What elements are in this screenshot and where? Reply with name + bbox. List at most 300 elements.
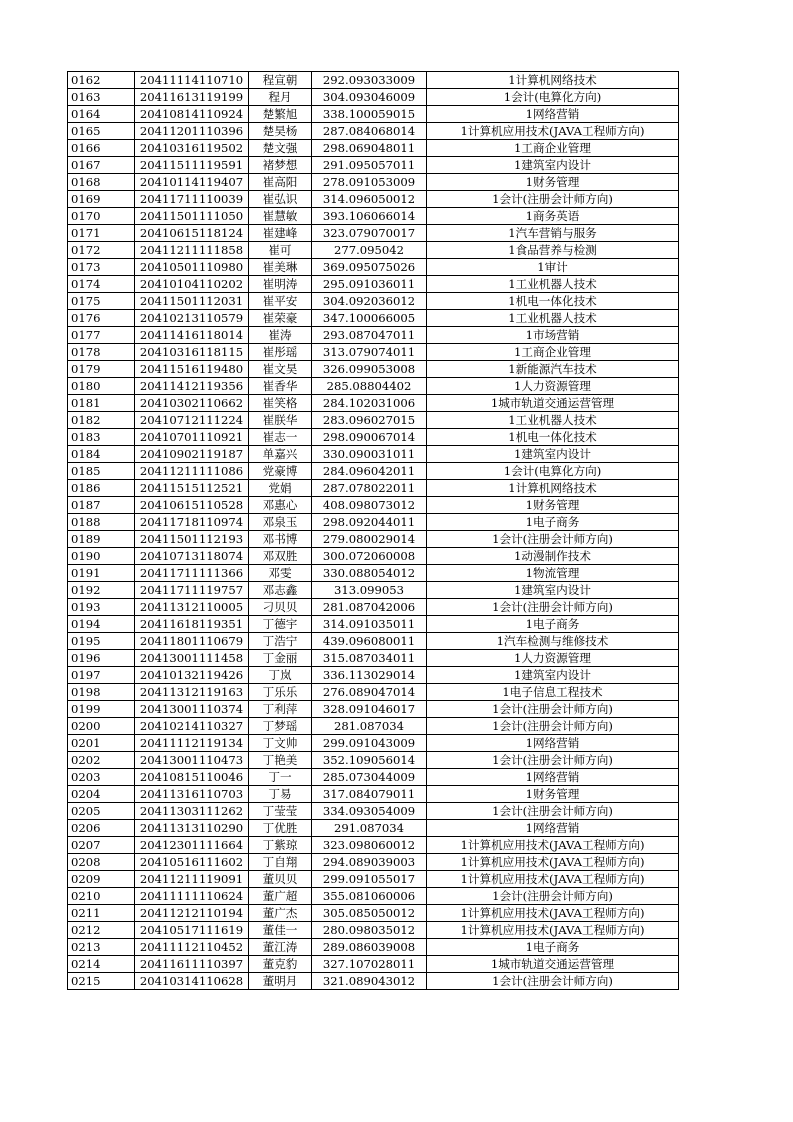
candidate-id-cell: 20411611110397: [135, 956, 249, 973]
score-cell: 280.098035012: [312, 922, 427, 939]
name-cell: 董广超: [249, 888, 312, 905]
name-cell: 党豪博: [249, 463, 312, 480]
name-cell: 崔志一: [249, 429, 312, 446]
table-row: [68, 395, 679, 412]
candidate-id-cell: 20410814110924: [135, 106, 249, 123]
candidate-id-cell: 20411711110039: [135, 191, 249, 208]
candidate-id-cell: 20411316110703: [135, 786, 249, 803]
name-cell: 丁岚: [249, 667, 312, 684]
major-cell: 1建筑室内设计: [427, 667, 679, 684]
table-row: [68, 735, 679, 752]
serial-number-cell: 0209: [68, 871, 135, 888]
serial-number-cell: 0210: [68, 888, 135, 905]
serial-number-cell: 0211: [68, 905, 135, 922]
table-row: [68, 582, 679, 599]
score-cell: 299.091055017: [312, 871, 427, 888]
serial-number-cell: 0183: [68, 429, 135, 446]
serial-number-cell: 0201: [68, 735, 135, 752]
score-cell: 304.093046009: [312, 89, 427, 106]
score-cell: 439.096080011: [312, 633, 427, 650]
score-cell: 285.073044009: [312, 769, 427, 786]
score-cell: 352.109056014: [312, 752, 427, 769]
major-cell: 1会计(注册会计师方向): [427, 599, 679, 616]
table-row: [68, 327, 679, 344]
major-cell: 1网络营销: [427, 769, 679, 786]
serial-number-cell: 0185: [68, 463, 135, 480]
score-cell: 314.096050012: [312, 191, 427, 208]
table-row: [68, 140, 679, 157]
score-cell: 299.091043009: [312, 735, 427, 752]
major-cell: 1计算机应用技术(JAVA工程师方向): [427, 123, 679, 140]
candidate-id-cell: 20411501112193: [135, 531, 249, 548]
score-cell: 278.091053009: [312, 174, 427, 191]
candidate-id-cell: 20411618119351: [135, 616, 249, 633]
name-cell: 邓志鑫: [249, 582, 312, 599]
table-row: [68, 174, 679, 191]
score-cell: 323.098060012: [312, 837, 427, 854]
serial-number-cell: 0163: [68, 89, 135, 106]
major-cell: 1电子信息工程技术: [427, 684, 679, 701]
serial-number-cell: 0180: [68, 378, 135, 395]
serial-number-cell: 0164: [68, 106, 135, 123]
name-cell: 董明月: [249, 973, 312, 990]
table-row: [68, 463, 679, 480]
score-cell: 317.084079011: [312, 786, 427, 803]
score-cell: 292.093033009: [312, 72, 427, 89]
score-cell: 281.087034: [312, 718, 427, 735]
table-row: [68, 752, 679, 769]
candidate-id-cell: 20411718110974: [135, 514, 249, 531]
name-cell: 崔彤瑶: [249, 344, 312, 361]
serial-number-cell: 0207: [68, 837, 135, 854]
name-cell: 邓双胜: [249, 548, 312, 565]
name-cell: 崔明涛: [249, 276, 312, 293]
score-cell: 276.089047014: [312, 684, 427, 701]
score-cell: 336.113029014: [312, 667, 427, 684]
score-cell: 287.084068014: [312, 123, 427, 140]
score-cell: 284.102031006: [312, 395, 427, 412]
name-cell: 崔文昊: [249, 361, 312, 378]
candidate-id-cell: 20411711111366: [135, 565, 249, 582]
candidate-id-cell: 20410214110327: [135, 718, 249, 735]
name-cell: 丁梦瑶: [249, 718, 312, 735]
name-cell: 丁文帅: [249, 735, 312, 752]
name-cell: 崔荣豪: [249, 310, 312, 327]
table-row: [68, 531, 679, 548]
candidate-id-cell: 20411312119163: [135, 684, 249, 701]
name-cell: 董克豹: [249, 956, 312, 973]
name-cell: 丁一: [249, 769, 312, 786]
table-row: [68, 548, 679, 565]
score-cell: 347.100066005: [312, 310, 427, 327]
candidate-id-cell: 20410615118124: [135, 225, 249, 242]
major-cell: 1汽车检测与维修技术: [427, 633, 679, 650]
major-cell: 1会计(注册会计师方向): [427, 803, 679, 820]
score-cell: 295.091036011: [312, 276, 427, 293]
major-cell: 1机电一体化技术: [427, 293, 679, 310]
serial-number-cell: 0194: [68, 616, 135, 633]
name-cell: 丁浩宁: [249, 633, 312, 650]
table-row: [68, 191, 679, 208]
major-cell: 1计算机应用技术(JAVA工程师方向): [427, 837, 679, 854]
candidate-id-cell: 20413001110473: [135, 752, 249, 769]
table-row: [68, 429, 679, 446]
table-row: [68, 225, 679, 242]
score-cell: 291.087034: [312, 820, 427, 837]
name-cell: 楚文强: [249, 140, 312, 157]
table-row: [68, 565, 679, 582]
name-cell: 丁金丽: [249, 650, 312, 667]
candidate-id-cell: 20411112119134: [135, 735, 249, 752]
serial-number-cell: 0189: [68, 531, 135, 548]
serial-number-cell: 0193: [68, 599, 135, 616]
candidate-id-cell: 20410713118074: [135, 548, 249, 565]
score-cell: 304.092036012: [312, 293, 427, 310]
name-cell: 崔美琳: [249, 259, 312, 276]
serial-number-cell: 0205: [68, 803, 135, 820]
major-cell: 1工业机器人技术: [427, 310, 679, 327]
score-cell: 321.089043012: [312, 973, 427, 990]
candidate-id-cell: 20411303111262: [135, 803, 249, 820]
name-cell: 崔香华: [249, 378, 312, 395]
major-cell: 1会计(注册会计师方向): [427, 191, 679, 208]
serial-number-cell: 0171: [68, 225, 135, 242]
score-cell: 287.078022011: [312, 480, 427, 497]
name-cell: 董江涛: [249, 939, 312, 956]
name-cell: 党娟: [249, 480, 312, 497]
serial-number-cell: 0174: [68, 276, 135, 293]
candidate-id-cell: 20410302110662: [135, 395, 249, 412]
serial-number-cell: 0203: [68, 769, 135, 786]
name-cell: 程月: [249, 89, 312, 106]
candidate-id-cell: 20410132119426: [135, 667, 249, 684]
serial-number-cell: 0172: [68, 242, 135, 259]
serial-number-cell: 0175: [68, 293, 135, 310]
major-cell: 1会计(电算化方向): [427, 89, 679, 106]
candidate-id-cell: 20412301111664: [135, 837, 249, 854]
major-cell: 1财务管理: [427, 786, 679, 803]
name-cell: 丁优胜: [249, 820, 312, 837]
candidate-id-cell: 20411613119199: [135, 89, 249, 106]
name-cell: 崔笑格: [249, 395, 312, 412]
serial-number-cell: 0168: [68, 174, 135, 191]
score-cell: 314.091035011: [312, 616, 427, 633]
table-row: [68, 905, 679, 922]
candidate-id-cell: 20411211119091: [135, 871, 249, 888]
name-cell: 丁紫琼: [249, 837, 312, 854]
score-cell: 298.090067014: [312, 429, 427, 446]
table-row: [68, 854, 679, 871]
score-cell: 293.087047011: [312, 327, 427, 344]
candidate-id-cell: 20411211111086: [135, 463, 249, 480]
candidate-id-cell: 20411114110710: [135, 72, 249, 89]
score-cell: 298.069048011: [312, 140, 427, 157]
serial-number-cell: 0200: [68, 718, 135, 735]
table-row: [68, 820, 679, 837]
serial-number-cell: 0188: [68, 514, 135, 531]
major-cell: 1网络营销: [427, 820, 679, 837]
name-cell: 邓书博: [249, 531, 312, 548]
score-cell: 298.092044011: [312, 514, 427, 531]
serial-number-cell: 0176: [68, 310, 135, 327]
score-cell: 338.100059015: [312, 106, 427, 123]
name-cell: 褚梦想: [249, 157, 312, 174]
major-cell: 1电子商务: [427, 939, 679, 956]
name-cell: 董贝贝: [249, 871, 312, 888]
serial-number-cell: 0206: [68, 820, 135, 837]
candidate-id-cell: 20411312110005: [135, 599, 249, 616]
major-cell: 1电子商务: [427, 514, 679, 531]
major-cell: 1城市轨道交通运营管理: [427, 956, 679, 973]
table-row: [68, 293, 679, 310]
name-cell: 楚繁旭: [249, 106, 312, 123]
serial-number-cell: 0173: [68, 259, 135, 276]
serial-number-cell: 0187: [68, 497, 135, 514]
serial-number-cell: 0178: [68, 344, 135, 361]
table-row: [68, 616, 679, 633]
name-cell: 邓雯: [249, 565, 312, 582]
major-cell: 1人力资源管理: [427, 650, 679, 667]
table-row: [68, 956, 679, 973]
score-cell: 279.080029014: [312, 531, 427, 548]
score-cell: 328.091046017: [312, 701, 427, 718]
candidate-id-cell: 20410104110202: [135, 276, 249, 293]
candidate-id-cell: 20410316118115: [135, 344, 249, 361]
major-cell: 1动漫制作技术: [427, 548, 679, 565]
candidate-id-cell: 20411501112031: [135, 293, 249, 310]
name-cell: 崔平安: [249, 293, 312, 310]
score-cell: 326.099053008: [312, 361, 427, 378]
major-cell: 1计算机应用技术(JAVA工程师方向): [427, 905, 679, 922]
candidate-id-cell: 20410114119407: [135, 174, 249, 191]
candidate-id-cell: 20411516119480: [135, 361, 249, 378]
name-cell: 楚昊杨: [249, 123, 312, 140]
score-cell: 294.089039003: [312, 854, 427, 871]
major-cell: 1会计(注册会计师方向): [427, 973, 679, 990]
serial-number-cell: 0198: [68, 684, 135, 701]
table-row: [68, 242, 679, 259]
name-cell: 刁贝贝: [249, 599, 312, 616]
table-row: [68, 344, 679, 361]
serial-number-cell: 0199: [68, 701, 135, 718]
name-cell: 丁自翔: [249, 854, 312, 871]
candidate-id-cell: 20410316119502: [135, 140, 249, 157]
serial-number-cell: 0214: [68, 956, 135, 973]
candidate-id-cell: 20410815110046: [135, 769, 249, 786]
score-cell: 323.079070017: [312, 225, 427, 242]
candidate-id-cell: 20411201110396: [135, 123, 249, 140]
table-row: [68, 939, 679, 956]
major-cell: 1工业机器人技术: [427, 412, 679, 429]
table-row: [68, 633, 679, 650]
score-cell: 283.096027015: [312, 412, 427, 429]
major-cell: 1商务英语: [427, 208, 679, 225]
serial-number-cell: 0165: [68, 123, 135, 140]
major-cell: 1工商企业管理: [427, 344, 679, 361]
table-row: [68, 361, 679, 378]
table-row: [68, 786, 679, 803]
candidate-id-cell: 20411711119757: [135, 582, 249, 599]
serial-number-cell: 0196: [68, 650, 135, 667]
major-cell: 1会计(电算化方向): [427, 463, 679, 480]
major-cell: 1汽车营销与服务: [427, 225, 679, 242]
major-cell: 1市场营销: [427, 327, 679, 344]
serial-number-cell: 0184: [68, 446, 135, 463]
major-cell: 1建筑室内设计: [427, 446, 679, 463]
name-cell: 丁艳美: [249, 752, 312, 769]
major-cell: 1新能源汽车技术: [427, 361, 679, 378]
table-row: [68, 276, 679, 293]
score-cell: 289.086039008: [312, 939, 427, 956]
score-cell: 300.072060008: [312, 548, 427, 565]
table-row: [68, 888, 679, 905]
major-cell: 1会计(注册会计师方向): [427, 888, 679, 905]
serial-number-cell: 0167: [68, 157, 135, 174]
name-cell: 崔慧敏: [249, 208, 312, 225]
candidate-id-cell: 20411515112521: [135, 480, 249, 497]
candidate-id-cell: 20411511119591: [135, 157, 249, 174]
candidate-id-cell: 20411801110679: [135, 633, 249, 650]
serial-number-cell: 0213: [68, 939, 135, 956]
major-cell: 1建筑室内设计: [427, 582, 679, 599]
candidate-id-cell: 20411111110624: [135, 888, 249, 905]
major-cell: 1审计: [427, 259, 679, 276]
major-cell: 1机电一体化技术: [427, 429, 679, 446]
name-cell: 崔朕华: [249, 412, 312, 429]
major-cell: 1计算机网络技术: [427, 72, 679, 89]
score-cell: 284.096042011: [312, 463, 427, 480]
score-cell: 408.098073012: [312, 497, 427, 514]
candidate-id-cell: 20411501111050: [135, 208, 249, 225]
candidate-id-cell: 20410314110628: [135, 973, 249, 990]
score-cell: 281.087042006: [312, 599, 427, 616]
table-row: [68, 123, 679, 140]
serial-number-cell: 0215: [68, 973, 135, 990]
serial-number-cell: 0179: [68, 361, 135, 378]
score-cell: 330.090031011: [312, 446, 427, 463]
candidate-id-cell: 20411211111858: [135, 242, 249, 259]
table-row: [68, 157, 679, 174]
candidate-id-cell: 20410501110980: [135, 259, 249, 276]
candidate-id-cell: 20410516111602: [135, 854, 249, 871]
serial-number-cell: 0181: [68, 395, 135, 412]
roster-table-body: [68, 72, 679, 990]
major-cell: 1城市轨道交通运营管理: [427, 395, 679, 412]
table-row: [68, 106, 679, 123]
table-row: [68, 446, 679, 463]
serial-number-cell: 0169: [68, 191, 135, 208]
score-cell: 330.088054012: [312, 565, 427, 582]
table-row: [68, 259, 679, 276]
score-cell: 313.079074011: [312, 344, 427, 361]
roster-table: [67, 71, 679, 990]
major-cell: 1工商企业管理: [427, 140, 679, 157]
major-cell: 1建筑室内设计: [427, 157, 679, 174]
name-cell: 丁莹莹: [249, 803, 312, 820]
serial-number-cell: 0166: [68, 140, 135, 157]
candidate-id-cell: 20411112110452: [135, 939, 249, 956]
table-row: [68, 72, 679, 89]
table-row: [68, 650, 679, 667]
major-cell: 1工业机器人技术: [427, 276, 679, 293]
major-cell: 1计算机应用技术(JAVA工程师方向): [427, 871, 679, 888]
table-row: [68, 667, 679, 684]
candidate-id-cell: 20413001111458: [135, 650, 249, 667]
name-cell: 丁易: [249, 786, 312, 803]
candidate-id-cell: 20411313110290: [135, 820, 249, 837]
name-cell: 单嘉兴: [249, 446, 312, 463]
serial-number-cell: 0197: [68, 667, 135, 684]
serial-number-cell: 0204: [68, 786, 135, 803]
name-cell: 丁利萍: [249, 701, 312, 718]
table-row: [68, 701, 679, 718]
major-cell: 1会计(注册会计师方向): [427, 531, 679, 548]
name-cell: 崔建峰: [249, 225, 312, 242]
serial-number-cell: 0170: [68, 208, 135, 225]
candidate-id-cell: 20411416118014: [135, 327, 249, 344]
table-row: [68, 922, 679, 939]
major-cell: 1食品营养与检测: [427, 242, 679, 259]
name-cell: 程宣朝: [249, 72, 312, 89]
candidate-id-cell: 20410213110579: [135, 310, 249, 327]
major-cell: 1电子商务: [427, 616, 679, 633]
score-cell: 291.095057011: [312, 157, 427, 174]
table-row: [68, 412, 679, 429]
score-cell: 315.087034011: [312, 650, 427, 667]
table-row: [68, 89, 679, 106]
score-cell: 285.08804402: [312, 378, 427, 395]
table-row: [68, 514, 679, 531]
name-cell: 董佳一: [249, 922, 312, 939]
score-cell: 355.081060006: [312, 888, 427, 905]
serial-number-cell: 0208: [68, 854, 135, 871]
score-cell: 305.085050012: [312, 905, 427, 922]
candidate-id-cell: 20410902119187: [135, 446, 249, 463]
score-cell: 277.095042: [312, 242, 427, 259]
name-cell: 崔可: [249, 242, 312, 259]
table-row: [68, 480, 679, 497]
serial-number-cell: 0190: [68, 548, 135, 565]
table-row: [68, 973, 679, 990]
major-cell: 1计算机应用技术(JAVA工程师方向): [427, 854, 679, 871]
score-cell: 334.093054009: [312, 803, 427, 820]
serial-number-cell: 0191: [68, 565, 135, 582]
serial-number-cell: 0192: [68, 582, 135, 599]
score-cell: 327.107028011: [312, 956, 427, 973]
major-cell: 1人力资源管理: [427, 378, 679, 395]
table-row: [68, 871, 679, 888]
major-cell: 1计算机网络技术: [427, 480, 679, 497]
major-cell: 1财务管理: [427, 174, 679, 191]
name-cell: 丁德宇: [249, 616, 312, 633]
candidate-id-cell: 20410712111224: [135, 412, 249, 429]
candidate-id-cell: 20410615110528: [135, 497, 249, 514]
major-cell: 1物流管理: [427, 565, 679, 582]
name-cell: 崔涛: [249, 327, 312, 344]
candidate-id-cell: 20411212110194: [135, 905, 249, 922]
major-cell: 1财务管理: [427, 497, 679, 514]
major-cell: 1会计(注册会计师方向): [427, 701, 679, 718]
table-row: [68, 497, 679, 514]
name-cell: 崔弘识: [249, 191, 312, 208]
serial-number-cell: 0195: [68, 633, 135, 650]
table-row: [68, 599, 679, 616]
serial-number-cell: 0202: [68, 752, 135, 769]
table-row: [68, 718, 679, 735]
serial-number-cell: 0162: [68, 72, 135, 89]
candidate-id-cell: 20411412119356: [135, 378, 249, 395]
major-cell: 1会计(注册会计师方向): [427, 718, 679, 735]
